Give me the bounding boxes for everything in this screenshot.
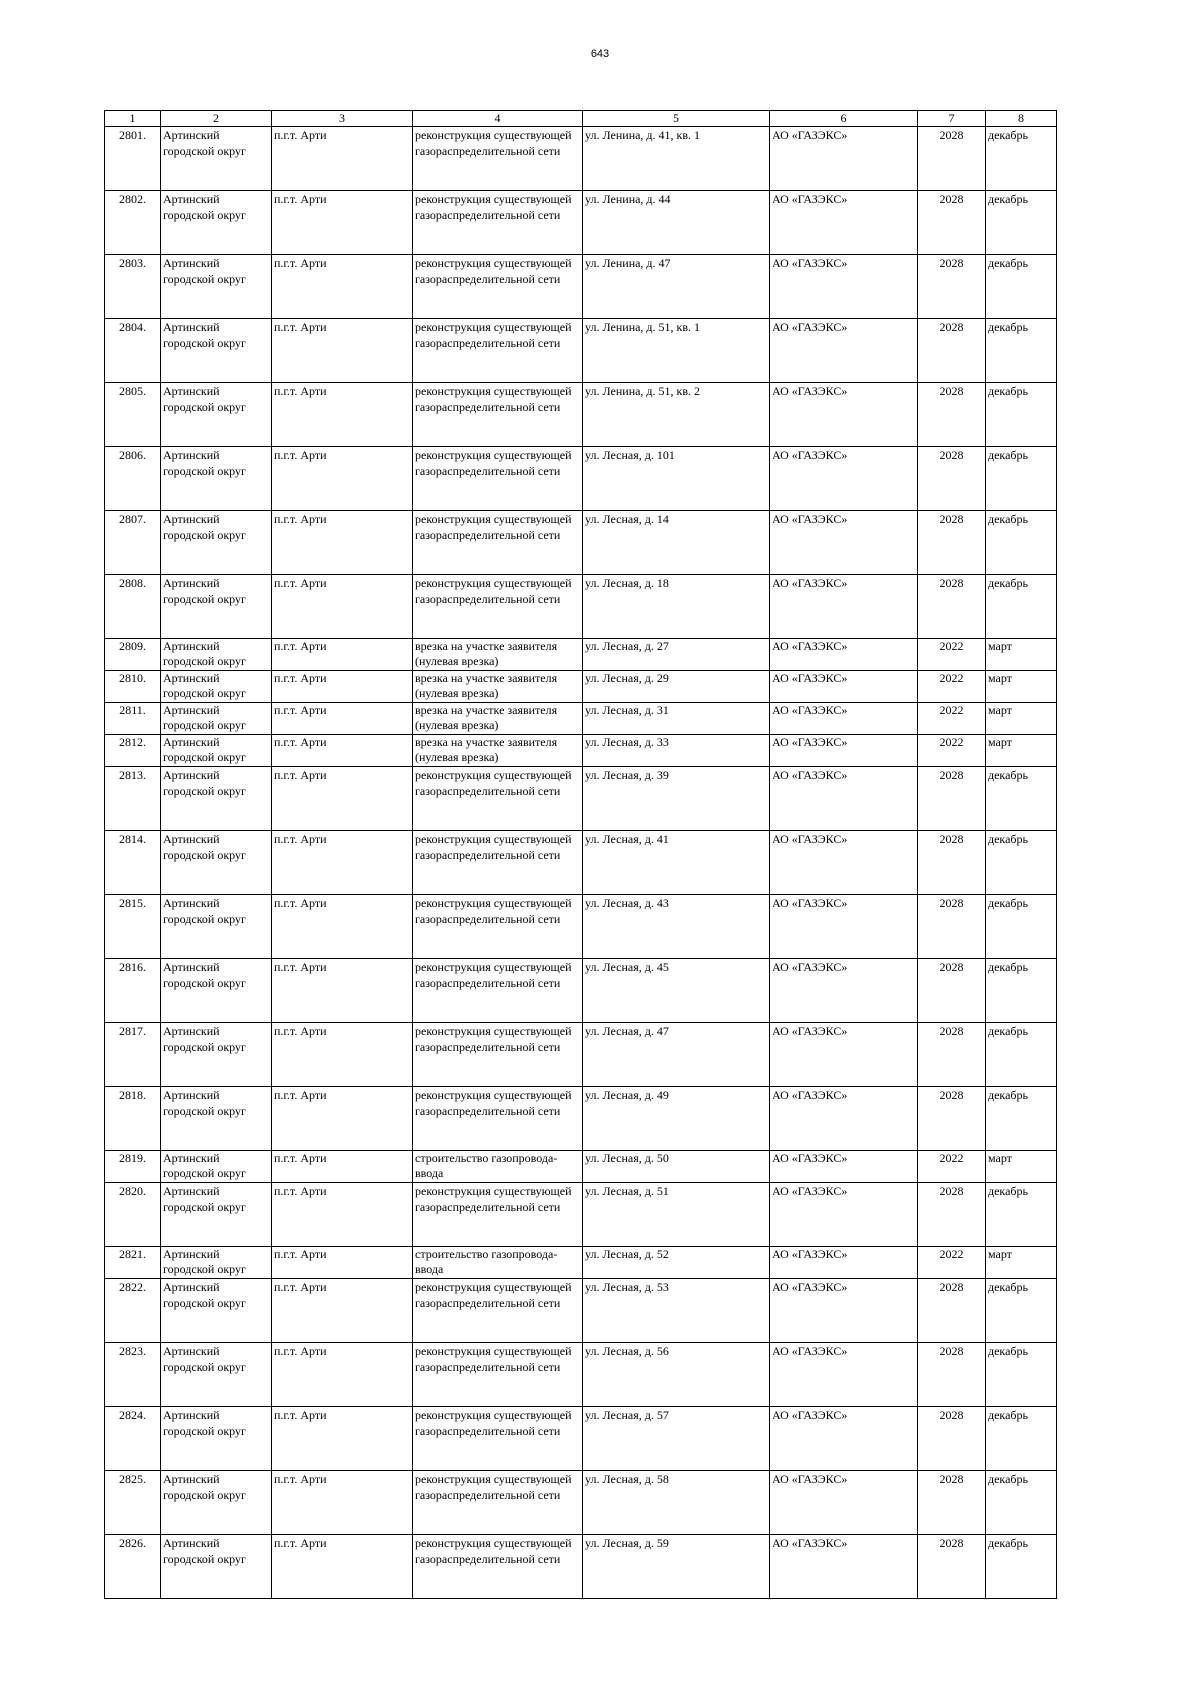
settlement-cell: п.г.т. Арти xyxy=(272,735,413,767)
settlement-cell: п.г.т. Арти xyxy=(272,191,413,255)
work-type-cell: реконструкция существующей газораспределительной сети xyxy=(413,1471,583,1535)
settlement-cell: п.г.т. Арти xyxy=(272,1151,413,1183)
month-cell: декабрь xyxy=(986,1471,1057,1535)
year-cell: 2028 xyxy=(918,1535,986,1599)
table-row xyxy=(105,255,1057,319)
row-number-cell: 2815. xyxy=(105,895,161,959)
year-cell: 2022 xyxy=(918,1151,986,1183)
work-type-cell: реконструкция существующей газораспределительной сети xyxy=(413,319,583,383)
address-cell: ул. Лесная, д. 52 xyxy=(583,1247,770,1279)
year-cell: 2028 xyxy=(918,383,986,447)
schedule-table xyxy=(104,110,1057,1599)
district-cell: Артинский городской округ xyxy=(161,1247,272,1279)
organization-cell: АО «ГАЗЭКС» xyxy=(770,1407,918,1471)
year-cell: 2028 xyxy=(918,831,986,895)
year-cell: 2028 xyxy=(918,1471,986,1535)
month-cell: декабрь xyxy=(986,575,1057,639)
year-cell: 2022 xyxy=(918,1247,986,1279)
organization-cell: АО «ГАЗЭКС» xyxy=(770,191,918,255)
table-row xyxy=(105,767,1057,831)
settlement-cell: п.г.т. Арти xyxy=(272,575,413,639)
settlement-cell: п.г.т. Арти xyxy=(272,1407,413,1471)
row-number-cell: 2813. xyxy=(105,767,161,831)
district-cell: Артинский городской округ xyxy=(161,383,272,447)
address-cell: ул. Лесная, д. 57 xyxy=(583,1407,770,1471)
table-row xyxy=(105,511,1057,575)
address-cell: ул. Ленина, д. 51, кв. 2 xyxy=(583,383,770,447)
organization-cell: АО «ГАЗЭКС» xyxy=(770,703,918,735)
month-cell: декабрь xyxy=(986,895,1057,959)
organization-cell: АО «ГАЗЭКС» xyxy=(770,1471,918,1535)
year-cell: 2028 xyxy=(918,319,986,383)
table-row xyxy=(105,383,1057,447)
settlement-cell: п.г.т. Арти xyxy=(272,959,413,1023)
address-cell: ул. Лесная, д. 101 xyxy=(583,447,770,511)
organization-cell: АО «ГАЗЭКС» xyxy=(770,511,918,575)
month-cell: март xyxy=(986,639,1057,671)
organization-cell: АО «ГАЗЭКС» xyxy=(770,831,918,895)
organization-cell: АО «ГАЗЭКС» xyxy=(770,575,918,639)
row-number-cell: 2817. xyxy=(105,1023,161,1087)
year-cell: 2028 xyxy=(918,127,986,191)
organization-cell: АО «ГАЗЭКС» xyxy=(770,127,918,191)
address-cell: ул. Лесная, д. 39 xyxy=(583,767,770,831)
work-type-cell: реконструкция существующей газораспределительной сети xyxy=(413,575,583,639)
district-cell: Артинский городской округ xyxy=(161,1183,272,1247)
district-cell: Артинский городской округ xyxy=(161,191,272,255)
month-cell: март xyxy=(986,1151,1057,1183)
district-cell: Артинский городской округ xyxy=(161,127,272,191)
district-cell: Артинский городской округ xyxy=(161,831,272,895)
month-cell: декабрь xyxy=(986,1279,1057,1343)
district-cell: Артинский городской округ xyxy=(161,1535,272,1599)
table-row xyxy=(105,127,1057,191)
year-cell: 2028 xyxy=(918,1023,986,1087)
page-number: 643 xyxy=(590,48,610,60)
settlement-cell: п.г.т. Арти xyxy=(272,639,413,671)
row-number-cell: 2823. xyxy=(105,1343,161,1407)
work-type-cell: строительство газопровода-ввода xyxy=(413,1247,583,1279)
year-cell: 2022 xyxy=(918,671,986,703)
address-cell: ул. Ленина, д. 44 xyxy=(583,191,770,255)
header-cell: 6 xyxy=(770,111,918,127)
work-type-cell: врезка на участке заявителя (нулевая врезка) xyxy=(413,735,583,767)
month-cell: декабрь xyxy=(986,447,1057,511)
month-cell: март xyxy=(986,703,1057,735)
table-row xyxy=(105,1407,1057,1471)
table-row xyxy=(105,703,1057,735)
district-cell: Артинский городской округ xyxy=(161,639,272,671)
organization-cell: АО «ГАЗЭКС» xyxy=(770,895,918,959)
work-type-cell: реконструкция существующей газораспределительной сети xyxy=(413,1279,583,1343)
address-cell: ул. Лесная, д. 33 xyxy=(583,735,770,767)
settlement-cell: п.г.т. Арти xyxy=(272,319,413,383)
district-cell: Артинский городской округ xyxy=(161,319,272,383)
address-cell: ул. Лесная, д. 29 xyxy=(583,671,770,703)
address-cell: ул. Лесная, д. 43 xyxy=(583,895,770,959)
settlement-cell: п.г.т. Арти xyxy=(272,127,413,191)
organization-cell: АО «ГАЗЭКС» xyxy=(770,255,918,319)
settlement-cell: п.г.т. Арти xyxy=(272,1183,413,1247)
month-cell: декабрь xyxy=(986,255,1057,319)
row-number-cell: 2810. xyxy=(105,671,161,703)
table-row xyxy=(105,639,1057,671)
address-cell: ул. Лесная, д. 56 xyxy=(583,1343,770,1407)
year-cell: 2028 xyxy=(918,447,986,511)
district-cell: Артинский городской округ xyxy=(161,511,272,575)
year-cell: 2028 xyxy=(918,1087,986,1151)
district-cell: Артинский городской округ xyxy=(161,1023,272,1087)
settlement-cell: п.г.т. Арти xyxy=(272,1535,413,1599)
organization-cell: АО «ГАЗЭКС» xyxy=(770,1151,918,1183)
year-cell: 2028 xyxy=(918,1279,986,1343)
year-cell: 2022 xyxy=(918,639,986,671)
address-cell: ул. Лесная, д. 53 xyxy=(583,1279,770,1343)
district-cell: Артинский городской округ xyxy=(161,1343,272,1407)
settlement-cell: п.г.т. Арти xyxy=(272,1247,413,1279)
header-row xyxy=(105,111,1057,127)
table-row xyxy=(105,959,1057,1023)
address-cell: ул. Лесная, д. 49 xyxy=(583,1087,770,1151)
table-row xyxy=(105,319,1057,383)
district-cell: Артинский городской округ xyxy=(161,1279,272,1343)
row-number-cell: 2820. xyxy=(105,1183,161,1247)
row-number-cell: 2826. xyxy=(105,1535,161,1599)
row-number-cell: 2803. xyxy=(105,255,161,319)
address-cell: ул. Лесная, д. 31 xyxy=(583,703,770,735)
settlement-cell: п.г.т. Арти xyxy=(272,1087,413,1151)
address-cell: ул. Лесная, д. 45 xyxy=(583,959,770,1023)
row-number-cell: 2806. xyxy=(105,447,161,511)
work-type-cell: реконструкция существующей газораспределительной сети xyxy=(413,1183,583,1247)
settlement-cell: п.г.т. Арти xyxy=(272,447,413,511)
work-type-cell: реконструкция существующей газораспределительной сети xyxy=(413,959,583,1023)
table-row xyxy=(105,1087,1057,1151)
year-cell: 2028 xyxy=(918,1407,986,1471)
table-row xyxy=(105,1183,1057,1247)
address-cell: ул. Ленина, д. 47 xyxy=(583,255,770,319)
row-number-cell: 2819. xyxy=(105,1151,161,1183)
table-row xyxy=(105,1471,1057,1535)
year-cell: 2028 xyxy=(918,191,986,255)
work-type-cell: реконструкция существующей газораспределительной сети xyxy=(413,1407,583,1471)
table-row xyxy=(105,1151,1057,1183)
table-row xyxy=(105,191,1057,255)
organization-cell: АО «ГАЗЭКС» xyxy=(770,639,918,671)
district-cell: Артинский городской округ xyxy=(161,447,272,511)
organization-cell: АО «ГАЗЭКС» xyxy=(770,735,918,767)
row-number-cell: 2824. xyxy=(105,1407,161,1471)
year-cell: 2022 xyxy=(918,703,986,735)
year-cell: 2028 xyxy=(918,895,986,959)
row-number-cell: 2812. xyxy=(105,735,161,767)
address-cell: ул. Лесная, д. 41 xyxy=(583,831,770,895)
month-cell: декабрь xyxy=(986,1183,1057,1247)
month-cell: декабрь xyxy=(986,1087,1057,1151)
work-type-cell: реконструкция существующей газораспределительной сети xyxy=(413,255,583,319)
header-cell: 7 xyxy=(918,111,986,127)
month-cell: март xyxy=(986,735,1057,767)
table-row xyxy=(105,1279,1057,1343)
organization-cell: АО «ГАЗЭКС» xyxy=(770,1247,918,1279)
table-row xyxy=(105,1023,1057,1087)
table-row xyxy=(105,447,1057,511)
settlement-cell: п.г.т. Арти xyxy=(272,1471,413,1535)
table-body xyxy=(105,127,1057,1599)
work-type-cell: реконструкция существующей газораспределительной сети xyxy=(413,1535,583,1599)
settlement-cell: п.г.т. Арти xyxy=(272,671,413,703)
settlement-cell: п.г.т. Арти xyxy=(272,383,413,447)
header-cell: 2 xyxy=(161,111,272,127)
organization-cell: АО «ГАЗЭКС» xyxy=(770,959,918,1023)
table-row xyxy=(105,1247,1057,1279)
row-number-cell: 2816. xyxy=(105,959,161,1023)
header-cell: 5 xyxy=(583,111,770,127)
month-cell: декабрь xyxy=(986,767,1057,831)
organization-cell: АО «ГАЗЭКС» xyxy=(770,767,918,831)
district-cell: Артинский городской округ xyxy=(161,767,272,831)
row-number-cell: 2821. xyxy=(105,1247,161,1279)
organization-cell: АО «ГАЗЭКС» xyxy=(770,383,918,447)
district-cell: Артинский городской округ xyxy=(161,671,272,703)
district-cell: Артинский городской округ xyxy=(161,255,272,319)
address-cell: ул. Ленина, д. 51, кв. 1 xyxy=(583,319,770,383)
address-cell: ул. Лесная, д. 51 xyxy=(583,1183,770,1247)
row-number-cell: 2814. xyxy=(105,831,161,895)
year-cell: 2028 xyxy=(918,959,986,1023)
work-type-cell: реконструкция существующей газораспределительной сети xyxy=(413,767,583,831)
address-cell: ул. Лесная, д. 14 xyxy=(583,511,770,575)
organization-cell: АО «ГАЗЭКС» xyxy=(770,319,918,383)
row-number-cell: 2805. xyxy=(105,383,161,447)
year-cell: 2028 xyxy=(918,575,986,639)
work-type-cell: реконструкция существующей газораспределительной сети xyxy=(413,383,583,447)
month-cell: декабрь xyxy=(986,1407,1057,1471)
table-row xyxy=(105,575,1057,639)
table-row xyxy=(105,895,1057,959)
row-number-cell: 2808. xyxy=(105,575,161,639)
settlement-cell: п.г.т. Арти xyxy=(272,511,413,575)
district-cell: Артинский городской округ xyxy=(161,959,272,1023)
work-type-cell: врезка на участке заявителя (нулевая врезка) xyxy=(413,639,583,671)
organization-cell: АО «ГАЗЭКС» xyxy=(770,671,918,703)
settlement-cell: п.г.т. Арти xyxy=(272,1343,413,1407)
district-cell: Артинский городской округ xyxy=(161,1407,272,1471)
work-type-cell: строительство газопровода-ввода xyxy=(413,1151,583,1183)
address-cell: ул. Лесная, д. 58 xyxy=(583,1471,770,1535)
organization-cell: АО «ГАЗЭКС» xyxy=(770,1087,918,1151)
year-cell: 2028 xyxy=(918,767,986,831)
table-row xyxy=(105,735,1057,767)
work-type-cell: реконструкция существующей газораспределительной сети xyxy=(413,831,583,895)
district-cell: Артинский городской округ xyxy=(161,1087,272,1151)
year-cell: 2028 xyxy=(918,255,986,319)
organization-cell: АО «ГАЗЭКС» xyxy=(770,1183,918,1247)
table-row xyxy=(105,671,1057,703)
row-number-cell: 2825. xyxy=(105,1471,161,1535)
row-number-cell: 2802. xyxy=(105,191,161,255)
row-number-cell: 2822. xyxy=(105,1279,161,1343)
settlement-cell: п.г.т. Арти xyxy=(272,703,413,735)
organization-cell: АО «ГАЗЭКС» xyxy=(770,447,918,511)
work-type-cell: реконструкция существующей газораспределительной сети xyxy=(413,511,583,575)
district-cell: Артинский городской округ xyxy=(161,1471,272,1535)
month-cell: декабрь xyxy=(986,127,1057,191)
header-cell: 4 xyxy=(413,111,583,127)
settlement-cell: п.г.т. Арти xyxy=(272,767,413,831)
row-number-cell: 2804. xyxy=(105,319,161,383)
work-type-cell: реконструкция существующей газораспределительной сети xyxy=(413,1023,583,1087)
district-cell: Артинский городской округ xyxy=(161,1151,272,1183)
row-number-cell: 2818. xyxy=(105,1087,161,1151)
work-type-cell: реконструкция существующей газораспределительной сети xyxy=(413,447,583,511)
organization-cell: АО «ГАЗЭКС» xyxy=(770,1023,918,1087)
organization-cell: АО «ГАЗЭКС» xyxy=(770,1279,918,1343)
year-cell: 2028 xyxy=(918,1183,986,1247)
month-cell: декабрь xyxy=(986,511,1057,575)
header-cell: 1 xyxy=(105,111,161,127)
month-cell: декабрь xyxy=(986,383,1057,447)
row-number-cell: 2811. xyxy=(105,703,161,735)
district-cell: Артинский городской округ xyxy=(161,703,272,735)
header-cell: 3 xyxy=(272,111,413,127)
month-cell: декабрь xyxy=(986,1023,1057,1087)
year-cell: 2022 xyxy=(918,735,986,767)
month-cell: декабрь xyxy=(986,831,1057,895)
month-cell: декабрь xyxy=(986,191,1057,255)
table-row xyxy=(105,1535,1057,1599)
month-cell: март xyxy=(986,1247,1057,1279)
address-cell: ул. Лесная, д. 50 xyxy=(583,1151,770,1183)
table-row xyxy=(105,831,1057,895)
month-cell: декабрь xyxy=(986,959,1057,1023)
address-cell: ул. Лесная, д. 47 xyxy=(583,1023,770,1087)
settlement-cell: п.г.т. Арти xyxy=(272,255,413,319)
organization-cell: АО «ГАЗЭКС» xyxy=(770,1343,918,1407)
settlement-cell: п.г.т. Арти xyxy=(272,895,413,959)
district-cell: Артинский городской округ xyxy=(161,735,272,767)
month-cell: декабрь xyxy=(986,319,1057,383)
address-cell: ул. Лесная, д. 59 xyxy=(583,1535,770,1599)
month-cell: декабрь xyxy=(986,1535,1057,1599)
work-type-cell: реконструкция существующей газораспределительной сети xyxy=(413,191,583,255)
settlement-cell: п.г.т. Арти xyxy=(272,831,413,895)
district-cell: Артинский городской округ xyxy=(161,895,272,959)
row-number-cell: 2807. xyxy=(105,511,161,575)
year-cell: 2028 xyxy=(918,511,986,575)
address-cell: ул. Лесная, д. 18 xyxy=(583,575,770,639)
header-cell: 8 xyxy=(986,111,1057,127)
year-cell: 2028 xyxy=(918,1343,986,1407)
month-cell: декабрь xyxy=(986,1343,1057,1407)
month-cell: март xyxy=(986,671,1057,703)
work-type-cell: реконструкция существующей газораспределительной сети xyxy=(413,1343,583,1407)
organization-cell: АО «ГАЗЭКС» xyxy=(770,1535,918,1599)
work-type-cell: реконструкция существующей газораспределительной сети xyxy=(413,895,583,959)
district-cell: Артинский городской округ xyxy=(161,575,272,639)
address-cell: ул. Ленина, д. 41, кв. 1 xyxy=(583,127,770,191)
work-type-cell: врезка на участке заявителя (нулевая врезка) xyxy=(413,671,583,703)
settlement-cell: п.г.т. Арти xyxy=(272,1023,413,1087)
work-type-cell: врезка на участке заявителя (нулевая врезка) xyxy=(413,703,583,735)
row-number-cell: 2801. xyxy=(105,127,161,191)
table-row xyxy=(105,1343,1057,1407)
address-cell: ул. Лесная, д. 27 xyxy=(583,639,770,671)
work-type-cell: реконструкция существующей газораспределительной сети xyxy=(413,1087,583,1151)
row-number-cell: 2809. xyxy=(105,639,161,671)
work-type-cell: реконструкция существующей газораспределительной сети xyxy=(413,127,583,191)
settlement-cell: п.г.т. Арти xyxy=(272,1279,413,1343)
